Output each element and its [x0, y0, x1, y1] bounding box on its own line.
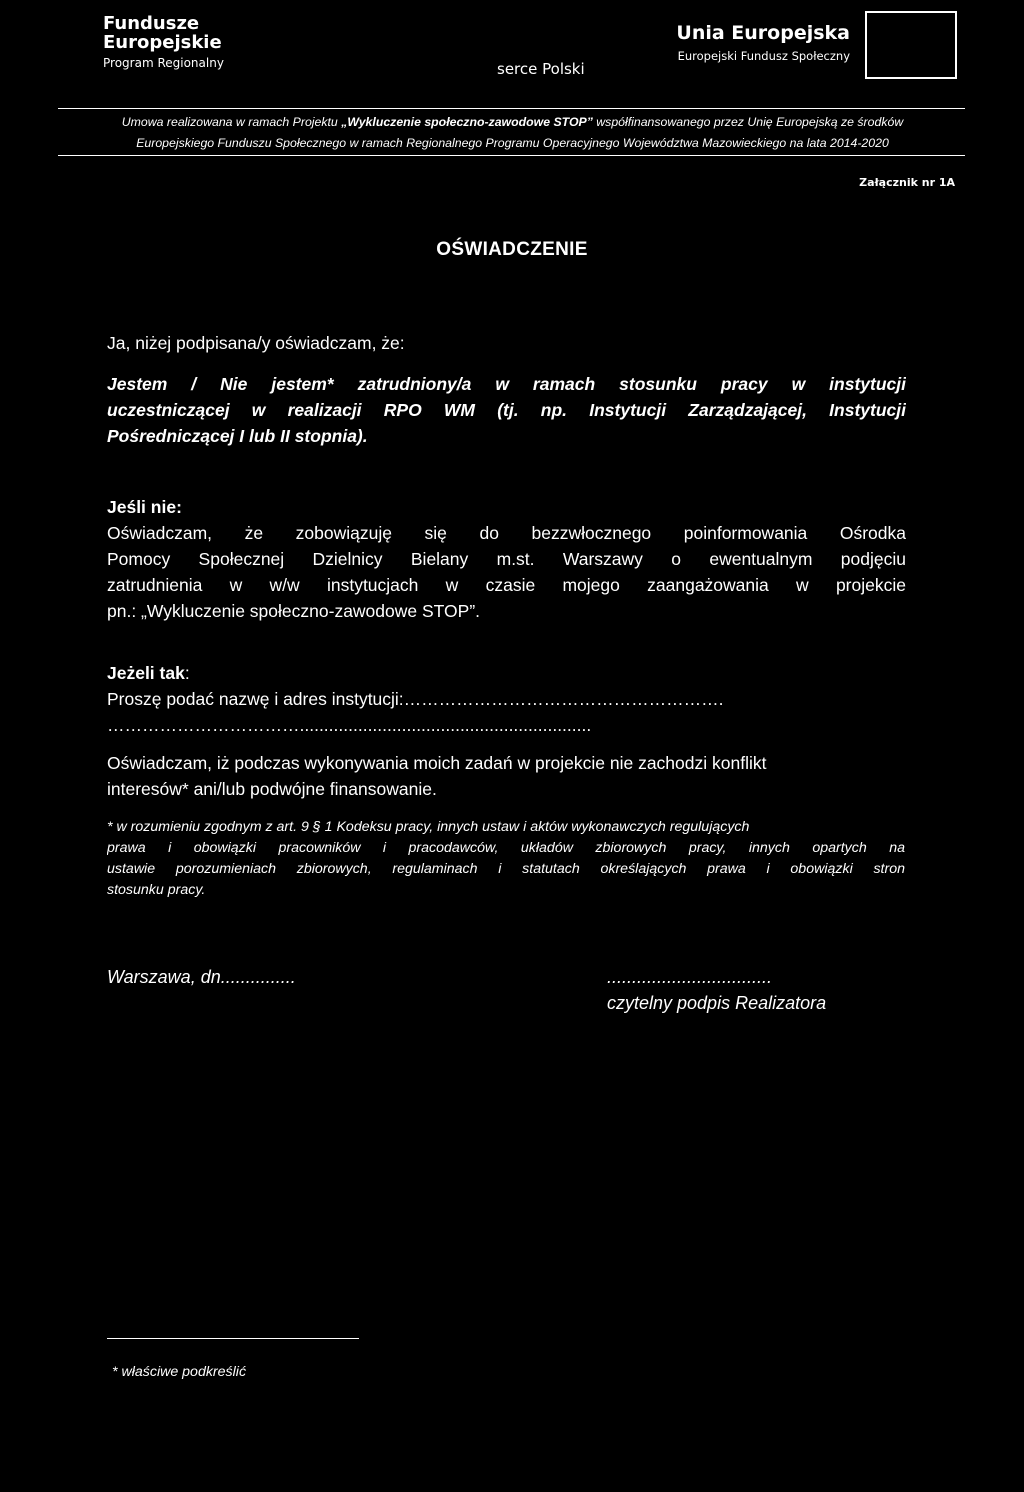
logo-right-title: Unia Europejska — [676, 22, 850, 44]
conflict-line: interesów* ani/lub podwójne finansowanie. — [107, 779, 437, 799]
header-note-line1-pre: Umowa realizowana w ramach Projektu — [121, 115, 342, 129]
if-no-section — [107, 494, 906, 624]
footnote-line: stosunku pracy. — [107, 882, 206, 898]
logo-unia-europejska — [658, 24, 850, 63]
employment-statement — [107, 371, 906, 449]
footnote — [107, 817, 905, 901]
bottom-note: * właściwe podkreślić — [112, 1364, 247, 1380]
signature-label: czytelny podpis Realizatora — [607, 993, 827, 1013]
employment-line: uczestniczącej w realizacji RPO WM (tj. np. Instytucji Zarządzającej, Instytucji — [107, 400, 906, 420]
if-yes-heading-bold: Jeżeli tak — [107, 663, 185, 683]
place-date: Warszawa, dn............... — [107, 967, 296, 987]
if-yes-section — [107, 660, 907, 738]
header-bottom-rule — [58, 155, 965, 156]
logo-serce-polski: serce Polski — [497, 60, 585, 78]
logo-right-sub: Europejski Fundusz Społeczny — [677, 49, 850, 63]
eu-flag-icon — [865, 11, 957, 79]
footnote-divider — [107, 1338, 359, 1339]
if-no-heading: Jeśli nie: — [107, 497, 182, 517]
header-note-project-name: „Wykluczenie społeczno-zawodowe STOP” — [341, 115, 593, 129]
institution-prompt — [107, 686, 907, 712]
institution-prompt-label: Proszę podać nazwę i adres instytucji: — [107, 689, 404, 709]
footnote-line: prawa i obowiązki pracowników i pracodawców, układów zbiorowych pracy, innych opartych na — [107, 840, 905, 856]
intro-text: Ja, niżej podpisana/y oświadczam, że: — [107, 333, 405, 353]
header-note-line1 — [60, 112, 965, 133]
header-top-rule — [58, 108, 965, 109]
logo-left-line2: Europejskie — [103, 32, 222, 53]
footnote-line: * w rozumieniu zgodnym z art. 9 § 1 Kodeksu pracy, innych ustaw i aktów wykonawczych regulujących — [107, 819, 750, 835]
conflict-line: Oświadczam, iż podczas wykonywania moich zadań w projekcie nie zachodzi konflikt — [107, 753, 767, 773]
attachment-label: Załącznik nr 1A — [859, 176, 955, 189]
if-yes-heading-colon: : — [184, 663, 190, 683]
if-no-line: pn.: „Wykluczenie społeczno-zawodowe STOP”. — [107, 601, 481, 621]
if-no-line: zatrudnienia w w/w instytucjach w czasie mojego zaangażowania w projekcie — [107, 575, 906, 595]
if-no-line: Oświadczam, że zobowiązuję się do bezzwłocznego poinformowania Ośrodka — [107, 523, 906, 543]
employment-line: Pośredniczącej I lub II stopnia). — [107, 426, 368, 446]
employment-line: Jestem / Nie jestem* zatrudniony/a w ramach stosunku pracy w instytucji — [107, 374, 906, 394]
signature-line: ................................. — [607, 967, 773, 987]
header-note-line2: Europejskiego Funduszu Społecznego w ramach Regionalnego Programu Operacyjnego Województwa Mazowieckiego na lata 2014-2020 — [136, 136, 889, 150]
logo-left-sub: Program Regionalny — [103, 56, 224, 70]
logo-fundusze-europejskie — [103, 14, 224, 70]
document-title: OŚWIADCZENIE — [436, 239, 588, 260]
logo-left-line1: Fundusze — [103, 13, 200, 34]
institution-dots-1: ………………………………………………. — [403, 689, 724, 709]
if-yes-heading — [107, 660, 907, 686]
header-project-note — [60, 112, 965, 154]
footnote-line: ustawie porozumieniach zbiorowych, regulaminach i statutach określających prawa i obowiązki stron — [107, 861, 905, 877]
conflict-statement — [107, 750, 907, 802]
header-note-line1-post: współfinansowanego przez Unię Europejską ze środków — [592, 115, 904, 129]
if-no-line: Pomocy Społecznej Dzielnicy Bielany m.st. Warszawy o ewentualnym podjęciu — [107, 549, 906, 569]
institution-dots-2: ……………………………............................................................ — [107, 715, 592, 735]
